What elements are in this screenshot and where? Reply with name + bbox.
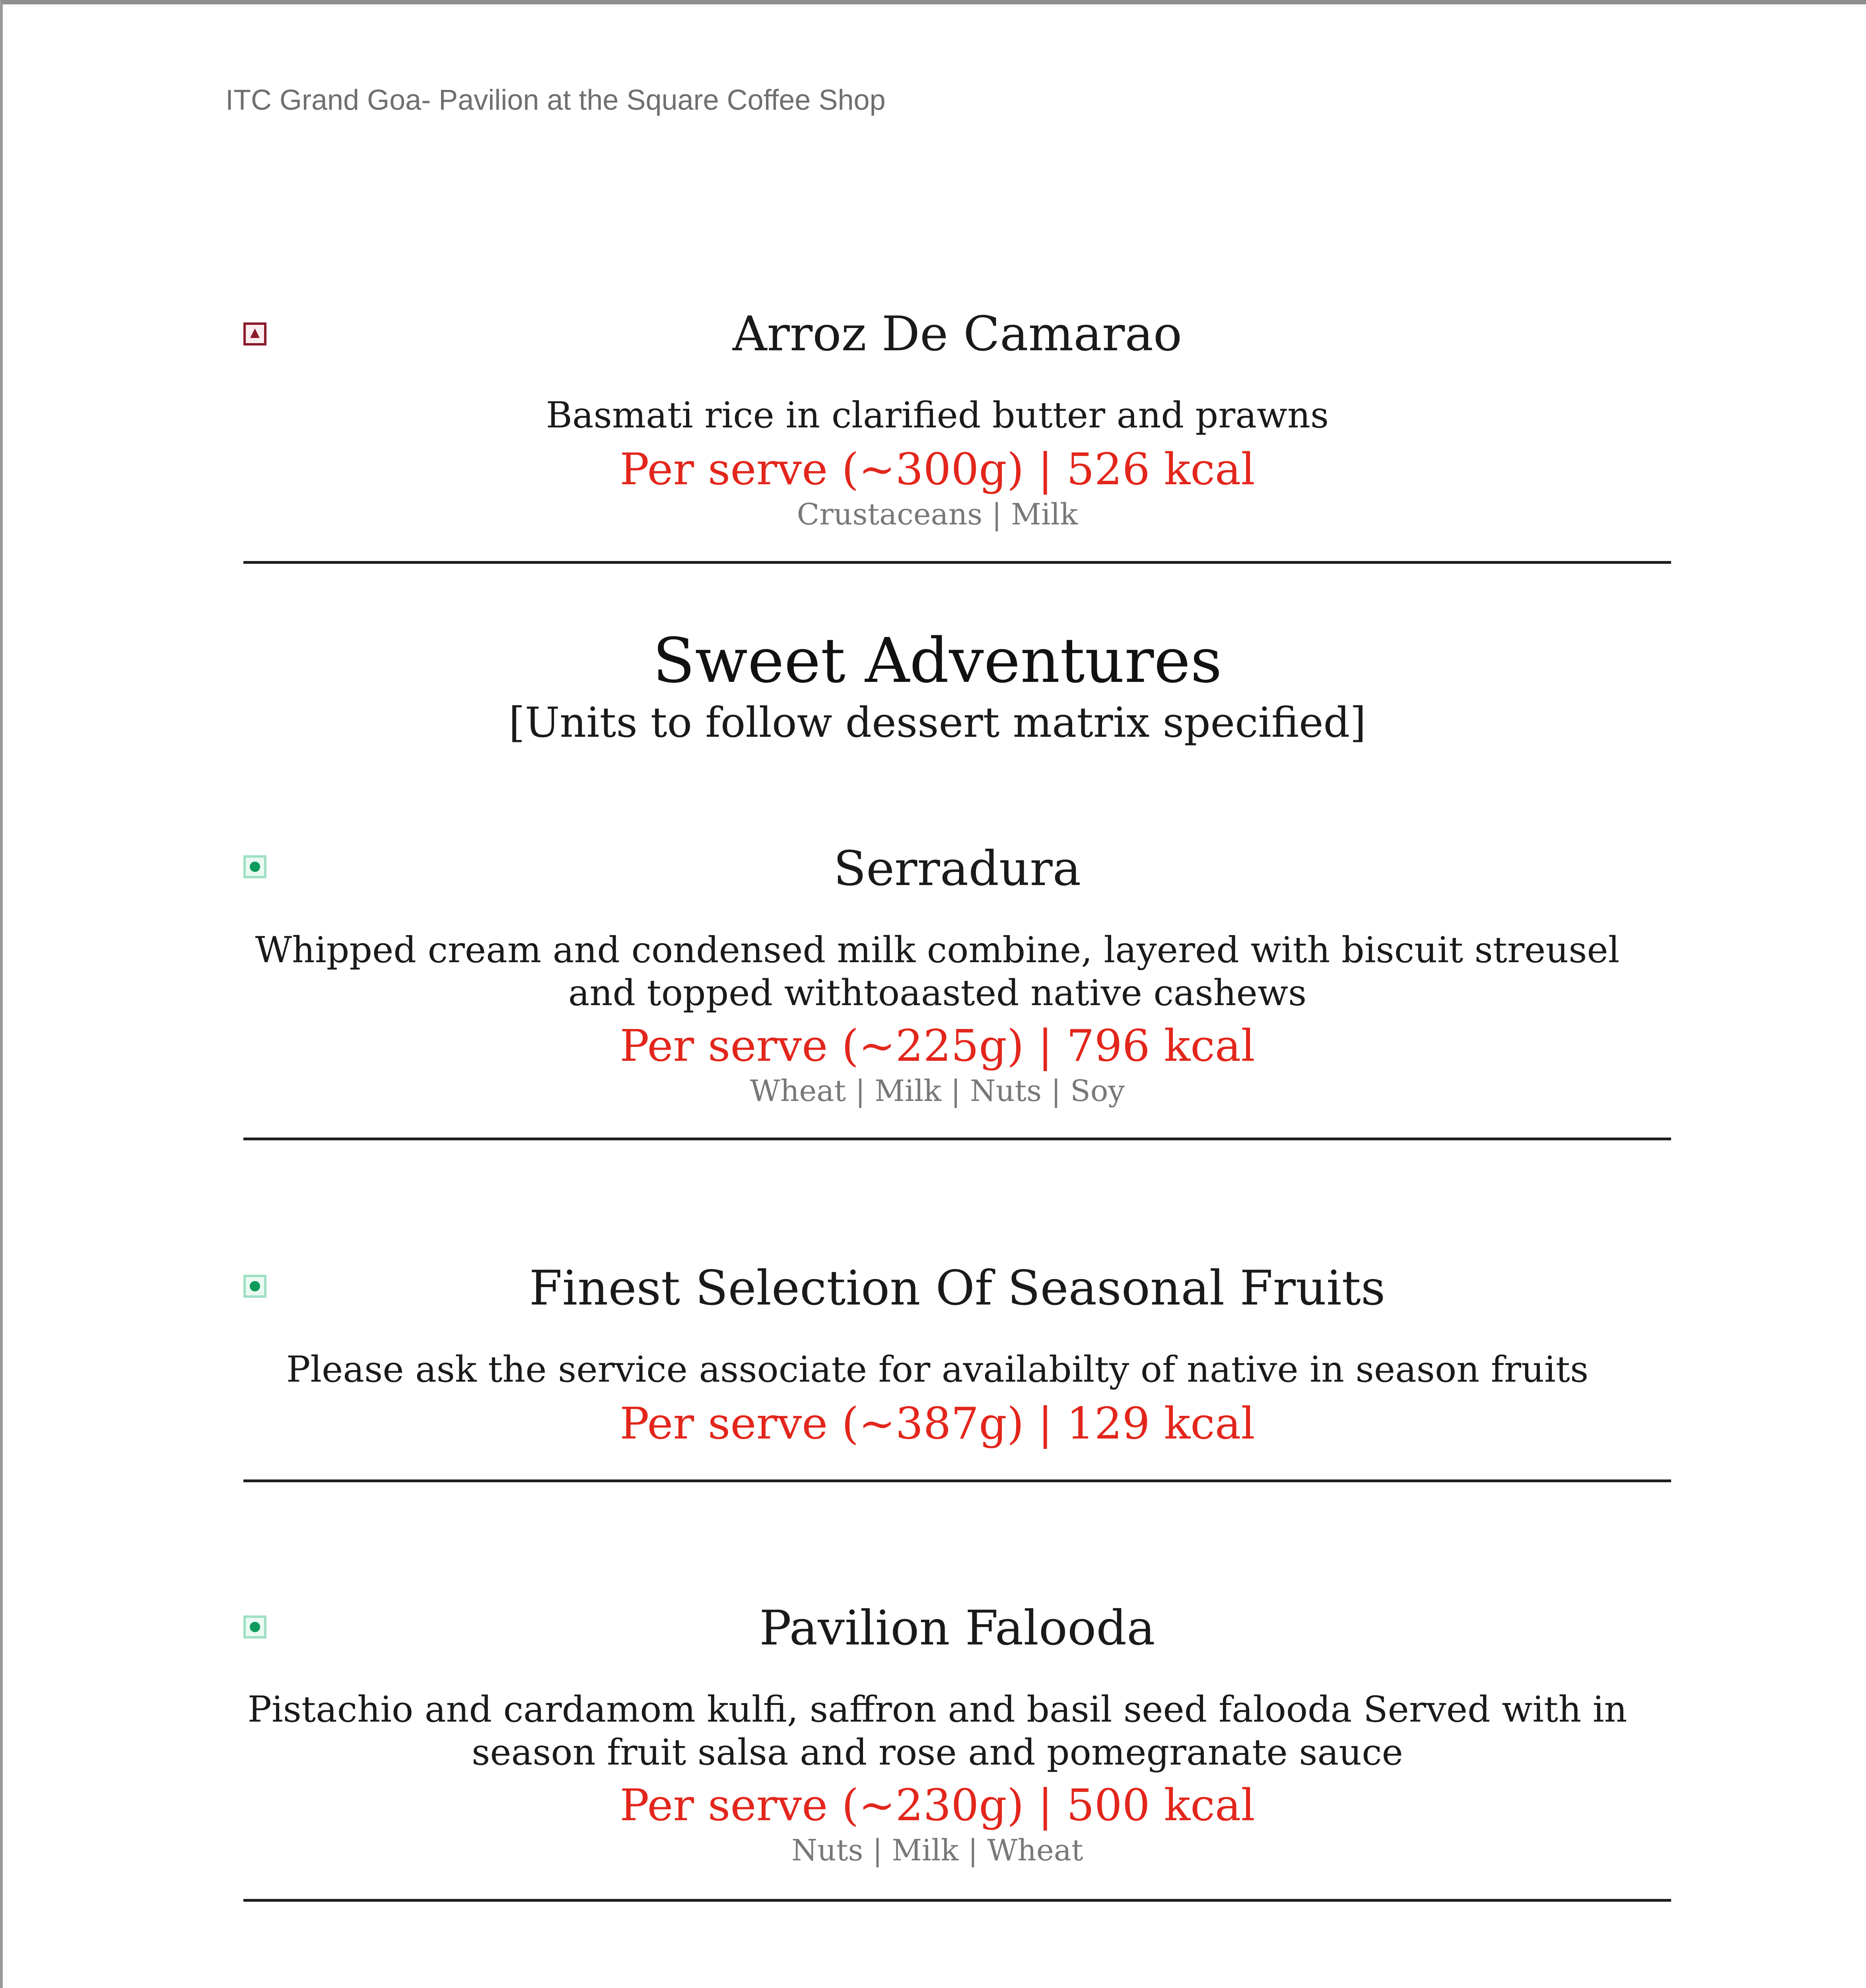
- section-subtitle: [Units to follow dessert matrix specified]: [509, 698, 1366, 747]
- divider: [243, 1479, 1671, 1482]
- allergen-list: Wheat | Milk | Nuts | Soy: [750, 1074, 1125, 1108]
- dish-description: Whipped cream and condensed milk combine, layered with biscuit streusel and topped withtoaasted native cashews: [255, 929, 1620, 1014]
- dish-title: Finest Selection Of Seasonal Fruits: [529, 1261, 1386, 1316]
- section-title: Sweet Adventures: [653, 625, 1222, 697]
- serving-info: Per serve (~387g) | 129 kcal: [620, 1398, 1255, 1449]
- serving-info: Per serve (~300g) | 526 kcal: [620, 444, 1255, 495]
- serving-info: Per serve (~230g) | 500 kcal: [620, 1780, 1255, 1831]
- page-header: ITC Grand Goa- Pavilion at the Square Coffee Shop: [225, 84, 886, 116]
- dish-title: Serradura: [833, 841, 1081, 897]
- allergen-list: Nuts | Milk | Wheat: [791, 1833, 1083, 1868]
- dish-description: Pistachio and cardamom kulfi, saffron and basil seed falooda Served with in season fruit salsa and rose and pomegranate sauce: [247, 1689, 1627, 1773]
- divider: [243, 1138, 1671, 1140]
- dish-description: Please ask the service associate for availabilty of native in season fruits: [286, 1349, 1589, 1390]
- divider: [243, 1899, 1671, 1902]
- serving-info: Per serve (~225g) | 796 kcal: [620, 1020, 1255, 1071]
- allergen-list: Crustaceans | Milk: [797, 497, 1078, 532]
- divider: [243, 561, 1671, 564]
- dish-title: Arroz De Camarao: [732, 307, 1182, 362]
- dish-description: Basmati rice in clarified butter and prawns: [546, 394, 1329, 436]
- dish-title: Pavilion Falooda: [759, 1601, 1155, 1656]
